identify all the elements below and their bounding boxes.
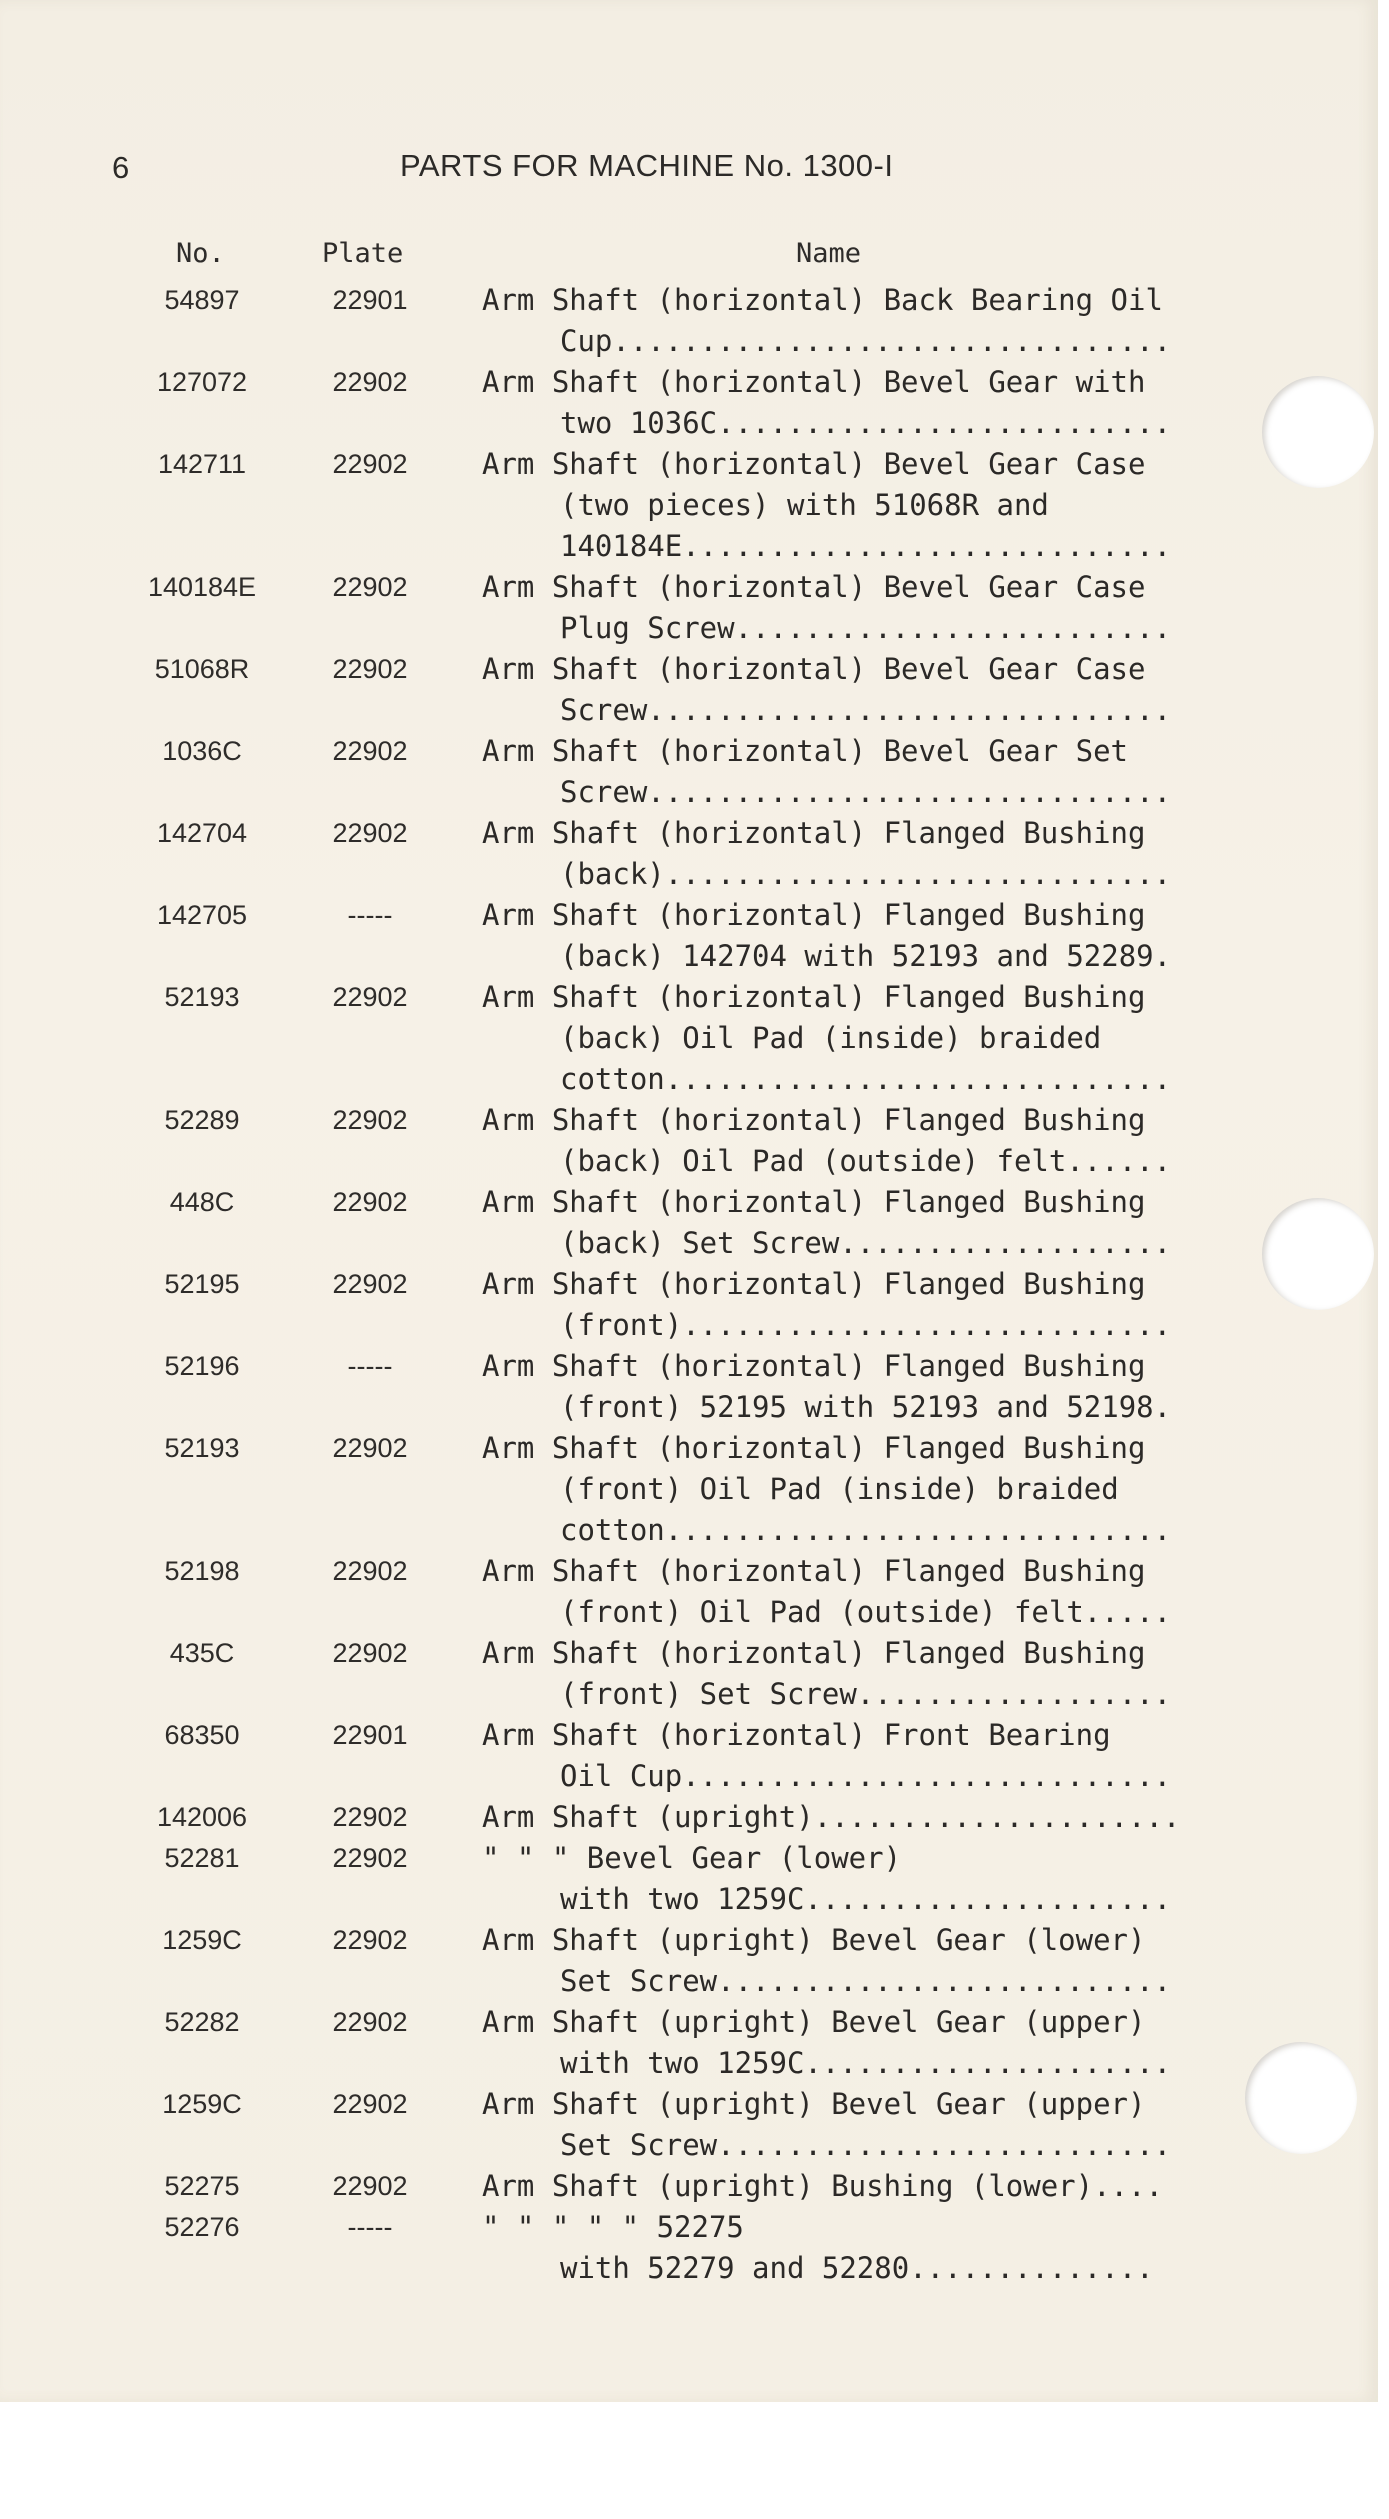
part-name	[482, 444, 1202, 567]
part-name-line: Arm Shaft (horizontal) Front Bearing	[482, 1718, 1111, 1752]
part-number: 52276	[164, 2212, 240, 2242]
column-header-name: Name	[796, 238, 862, 269]
table-row	[0, 1264, 1378, 1346]
part-name-continuation: Plug Screw.........................	[560, 611, 1172, 645]
part-name-line: Arm Shaft (upright) Bevel Gear (upper)	[482, 2087, 1146, 2121]
part-name-line: Arm Shaft (horizontal) Flanged Bushing	[482, 1185, 1146, 1219]
part-name	[482, 1100, 1202, 1182]
part-name	[482, 1182, 1202, 1264]
table-row	[0, 2166, 1378, 2207]
part-name-continuation: (front)............................	[560, 1308, 1172, 1342]
part-number: 1259C	[162, 2089, 242, 2119]
part-name-line: Arm Shaft (horizontal) Flanged Bushing	[482, 1349, 1146, 1383]
part-name-continuation: Screw..............................	[560, 775, 1172, 809]
part-name	[482, 1346, 1202, 1428]
plate-number: 22902	[332, 1433, 408, 1463]
part-name	[482, 977, 1202, 1100]
part-name-continuation: (front) Oil Pad (outside) felt.....	[560, 1595, 1172, 1629]
column-header-plate: Plate	[322, 238, 404, 269]
plate-number: -----	[347, 2212, 393, 2242]
part-name-line: Arm Shaft (horizontal) Flanged Bushing	[482, 898, 1146, 932]
part-name	[482, 1428, 1202, 1551]
table-row	[0, 813, 1378, 895]
part-name	[482, 731, 1202, 813]
plate-number: 22902	[332, 572, 408, 602]
part-number: 142006	[156, 1802, 248, 1832]
part-name-line: Arm Shaft (upright) Bevel Gear (upper)	[482, 2005, 1146, 2039]
part-name-line: Arm Shaft (horizontal) Flanged Bushing	[482, 1103, 1146, 1137]
table-row	[0, 444, 1378, 567]
plate-number: 22902	[332, 2089, 408, 2119]
table-row	[0, 977, 1378, 1100]
part-name-continuation: two 1036C..........................	[560, 406, 1172, 440]
part-name-continuation: Set Screw..........................	[560, 2128, 1172, 2162]
part-name-continuation: (back) 142704 with 52193 and 52289.	[560, 939, 1172, 973]
part-name-line: Arm Shaft (horizontal) Flanged Bushing	[482, 980, 1146, 1014]
plate-number: 22902	[332, 2007, 408, 2037]
part-name	[482, 1797, 1202, 1838]
part-name-continuation: with two 1259C.....................	[560, 2046, 1172, 2080]
part-name	[482, 567, 1202, 649]
part-number: 52193	[164, 1433, 240, 1463]
part-number: 52193	[164, 982, 240, 1012]
plate-number: 22902	[332, 1269, 408, 1299]
table-row	[0, 1715, 1378, 1797]
part-name	[482, 2002, 1202, 2084]
part-name-continuation: (front) Set Screw..................	[560, 1677, 1172, 1711]
table-row	[0, 1551, 1378, 1633]
part-number: 52282	[164, 2007, 240, 2037]
part-name-continuation: with 52279 and 52280..............	[560, 2251, 1154, 2285]
table-row	[0, 1633, 1378, 1715]
part-name-line: Arm Shaft (horizontal) Flanged Bushing	[482, 1636, 1146, 1670]
part-name-line: Arm Shaft (horizontal) Bevel Gear Case	[482, 570, 1146, 604]
part-number: 142705	[156, 900, 248, 930]
table-row	[0, 1182, 1378, 1264]
part-name	[482, 2166, 1202, 2207]
plate-number: 22902	[332, 736, 408, 766]
part-name-continuation: with two 1259C.....................	[560, 1882, 1172, 1916]
part-name-line: Arm Shaft (horizontal) Flanged Bushing	[482, 1554, 1146, 1588]
table-row	[0, 1920, 1378, 2002]
part-number: 52281	[164, 1843, 240, 1873]
plate-number: 22902	[332, 449, 408, 479]
part-name-line: Arm Shaft (upright) Bevel Gear (lower)	[482, 1923, 1146, 1957]
plate-number: 22902	[332, 1105, 408, 1135]
plate-number: 22901	[332, 1720, 408, 1750]
part-name	[482, 1715, 1202, 1797]
part-name-continuation: Oil Cup............................	[560, 1759, 1172, 1793]
table-row	[0, 2084, 1378, 2166]
part-name	[482, 813, 1202, 895]
part-number: 52195	[164, 1269, 240, 1299]
page-title: PARTS FOR MACHINE No. 1300-I	[400, 148, 894, 183]
part-name-line: Arm Shaft (horizontal) Bevel Gear Set	[482, 734, 1129, 768]
table-row	[0, 1797, 1378, 1838]
plate-number: 22901	[332, 285, 408, 315]
part-name-line: Arm Shaft (horizontal) Bevel Gear Case	[482, 652, 1146, 686]
parts-list	[0, 280, 1378, 2289]
table-row	[0, 2002, 1378, 2084]
part-name-line: Arm Shaft (upright).....................	[482, 1800, 1181, 1834]
table-row	[0, 649, 1378, 731]
part-name-line: Arm Shaft (horizontal) Flanged Bushing	[482, 1431, 1146, 1465]
part-name	[482, 649, 1202, 731]
part-number: 1036C	[162, 736, 242, 766]
part-name-continuation: (back) Oil Pad (inside) braided	[560, 1021, 1102, 1055]
plate-number: 22902	[332, 1802, 408, 1832]
table-row	[0, 362, 1378, 444]
part-number: 52198	[164, 1556, 240, 1586]
part-number: 68350	[164, 1720, 240, 1750]
binder-hole	[1262, 1198, 1374, 1310]
part-name-line: Arm Shaft (upright) Bushing (lower)....	[482, 2169, 1163, 2203]
part-name-line: " " " Bevel Gear (lower)	[482, 1841, 902, 1875]
table-row	[0, 1100, 1378, 1182]
plate-number: -----	[347, 900, 393, 930]
part-number: 1259C	[162, 1925, 242, 1955]
part-number: 142704	[156, 818, 248, 848]
plate-number: 22902	[332, 1925, 408, 1955]
plate-number: -----	[347, 1351, 393, 1381]
part-name-line: Arm Shaft (horizontal) Back Bearing Oil	[482, 283, 1163, 317]
table-row	[0, 280, 1378, 362]
part-name-line: Arm Shaft (horizontal) Flanged Bushing	[482, 816, 1146, 850]
part-number: 52196	[164, 1351, 240, 1381]
plate-number: 22902	[332, 1556, 408, 1586]
part-name	[482, 895, 1202, 977]
table-row	[0, 1838, 1378, 1920]
part-name-continuation: (two pieces) with 51068R and	[560, 488, 1049, 522]
table-row	[0, 1346, 1378, 1428]
binder-hole	[1262, 376, 1374, 488]
binder-hole	[1245, 2042, 1357, 2154]
plate-number: 22902	[332, 654, 408, 684]
part-number: 142711	[157, 449, 247, 479]
part-name	[482, 362, 1202, 444]
part-number: 52289	[164, 1105, 240, 1135]
part-name-continuation: cotton.............................	[560, 1513, 1172, 1547]
part-name	[482, 1920, 1202, 2002]
part-name	[482, 280, 1202, 362]
part-number: 51068R	[154, 654, 250, 684]
table-row	[0, 1428, 1378, 1551]
part-name-continuation: Screw..............................	[560, 693, 1172, 727]
part-name-continuation: (back) Set Screw...................	[560, 1226, 1172, 1260]
part-name-continuation: (back).............................	[560, 857, 1172, 891]
plate-number: 22902	[332, 1187, 408, 1217]
table-row	[0, 567, 1378, 649]
plate-number: 22902	[332, 818, 408, 848]
part-name-continuation: cotton.............................	[560, 1062, 1172, 1096]
table-row	[0, 2207, 1378, 2289]
plate-number: 22902	[332, 367, 408, 397]
part-name-continuation: (back) Oil Pad (outside) felt......	[560, 1144, 1172, 1178]
part-name	[482, 1838, 1202, 1920]
part-name	[482, 2084, 1202, 2166]
part-name-continuation: Set Screw..........................	[560, 1964, 1172, 1998]
table-row	[0, 731, 1378, 813]
column-header-no: No.	[176, 238, 225, 269]
part-name	[482, 1633, 1202, 1715]
plate-number: 22902	[332, 982, 408, 1012]
part-number: 448C	[169, 1187, 235, 1217]
part-name-continuation: Cup................................	[560, 324, 1172, 358]
page-number: 6	[112, 150, 130, 185]
part-name-line: Arm Shaft (horizontal) Bevel Gear Case	[482, 447, 1146, 481]
part-number: 140184E	[147, 572, 257, 602]
plate-number: 22902	[332, 1638, 408, 1668]
part-name	[482, 1551, 1202, 1633]
table-row	[0, 895, 1378, 977]
part-name-line: Arm Shaft (horizontal) Flanged Bushing	[482, 1267, 1146, 1301]
part-name-continuation: 140184E............................	[560, 529, 1172, 563]
plate-number: 22902	[332, 2171, 408, 2201]
part-number: 435C	[169, 1638, 235, 1668]
part-number: 54897	[164, 285, 240, 315]
part-name-line: Arm Shaft (horizontal) Bevel Gear with	[482, 365, 1146, 399]
part-number: 52275	[164, 2171, 240, 2201]
part-name-continuation: (front) 52195 with 52193 and 52198.	[560, 1390, 1172, 1424]
plate-number: 22902	[332, 1843, 408, 1873]
part-name-continuation: (front) Oil Pad (inside) braided	[560, 1472, 1119, 1506]
part-number: 127072	[156, 367, 248, 397]
part-name	[482, 1264, 1202, 1346]
part-name	[482, 2207, 1202, 2289]
part-name-line: " " " " " 52275	[482, 2210, 744, 2244]
